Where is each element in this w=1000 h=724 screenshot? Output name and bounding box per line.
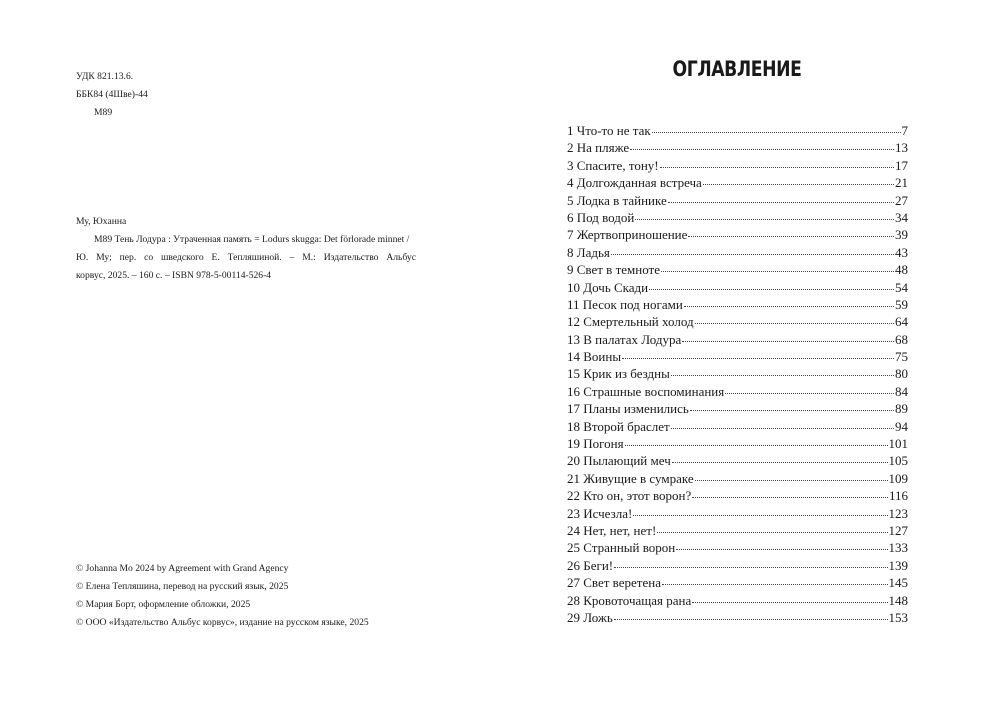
toc-entry[interactable] [567,279,908,296]
toc-entry[interactable] [567,365,908,382]
toc-entry[interactable] [567,139,908,156]
dot-leader [625,445,888,446]
toc-entry[interactable] [567,261,908,278]
toc-entry[interactable] [567,505,908,522]
toc-entry-page: 39 [895,227,908,243]
toc-entry-label: 26 Беги! [567,557,614,573]
dot-leader [649,289,894,290]
toc-entry[interactable] [567,609,908,626]
toc-entry[interactable] [567,574,908,591]
toc-entry-label: 20 Пылающий меч [567,453,671,469]
toc-entry-page: 7 [901,123,908,138]
bbk-code: ББК84 (4Шве)-44 [76,89,148,100]
toc-entry-page: 139 [888,557,908,573]
toc-entry[interactable] [567,296,908,313]
toc-entry-page: 84 [895,383,908,399]
toc-entry-label: 25 Странный ворон [567,540,676,556]
udk-code: УДК 821.13.6. [76,71,134,82]
toc-entry[interactable] [567,418,908,435]
dot-leader [633,515,887,516]
dot-leader [690,410,894,411]
toc-entry-page: 109 [888,470,908,486]
dot-leader [635,219,894,220]
toc-entry-label: 11 Песок под ногами [567,296,683,312]
dot-leader [688,236,894,237]
toc-entry[interactable] [567,435,908,452]
toc-entry[interactable] [567,539,908,556]
dot-leader [630,149,894,150]
toc-entry[interactable] [567,348,908,365]
toc-entry[interactable] [567,331,908,348]
dot-leader [695,480,888,481]
dot-leader [657,532,887,533]
toc-entry-page: 116 [888,488,908,504]
toc-entry-page: 27 [895,192,908,208]
toc-entry-page: 59 [895,296,908,312]
toc-entry-label: 2 На пляже [567,140,630,156]
dot-leader [660,167,894,168]
toc-entry-page: 105 [888,453,908,469]
toc-entry-label: 12 Смертельный холод [567,314,694,330]
toc-entry[interactable] [567,592,908,609]
toc-entry-page: 21 [895,175,908,191]
dot-leader [695,323,894,324]
toc-entry[interactable] [567,174,908,191]
toc-entry-page: 127 [888,522,908,538]
toc-entry-label: 10 Дочь Скади [567,279,649,295]
toc-entry-page: 43 [895,244,908,260]
toc-entry-page: 64 [895,314,908,330]
dot-leader [614,619,888,620]
toc-entry[interactable] [567,452,908,469]
toc-entry[interactable] [567,226,908,243]
toc-entry-label: 18 Второй браслет [567,418,670,434]
toc-entry-label: 4 Долгожданная встреча [567,175,702,191]
dot-leader [614,567,887,568]
dot-leader [671,375,894,376]
toc-entry-page: 148 [888,592,908,608]
toc-entry-label: 22 Кто он, этот ворон? [567,488,692,504]
dot-leader [692,497,888,498]
toc-entry-page: 54 [895,279,908,295]
toc-entry-label: 14 Воины [567,349,622,365]
table-of-contents [567,122,908,626]
toc-entry-page: 94 [895,418,908,434]
toc-entry[interactable] [567,192,908,209]
toc-entry-label: 24 Нет, нет, нет! [567,522,657,538]
toc-entry-label: 15 Крик из бездны [567,366,670,382]
toc-entry-page: 75 [895,349,908,365]
toc-entry-label: 8 Ладья [567,244,610,260]
toc-entry-label: 27 Свет веретена [567,575,661,591]
toc-entry-label: 19 Погоня [567,436,624,452]
toc-entry-label: 23 Исчезла! [567,505,633,521]
toc-entry-page: 34 [895,209,908,225]
toc-entry-page: 80 [895,366,908,382]
toc-entry-page: 101 [888,436,908,452]
toc-entry-label: 29 Ложь [567,609,613,625]
dot-leader [652,132,901,133]
toc-entry[interactable] [567,522,908,539]
toc-entry-label: 13 В палатах Лодура [567,331,682,347]
toc-entry-label: 16 Страшные воспоминания [567,383,725,399]
dot-leader [661,271,894,272]
toc-entry-label: 17 Планы изменились [567,401,689,417]
toc-entry[interactable] [567,400,908,417]
copyright-line: © Мария Борт, оформление обложки, 2025 [76,599,251,610]
toc-entry-label: 6 Под водой [567,209,635,225]
dot-leader [725,393,894,394]
toc-entry-label: 28 Кровоточащая рана [567,592,692,608]
toc-entry-label: 5 Лодка в тайнике [567,192,667,208]
dot-leader [622,358,894,359]
dot-leader [671,428,894,429]
toc-entry-label: 21 Живущие в сумраке [567,470,694,486]
toc-title: ОГЛАВЛЕНИЕ [672,57,802,81]
toc-entry[interactable] [567,244,908,261]
dot-leader [703,184,894,185]
record-author: Му, Юханна [76,216,127,227]
dot-leader [662,584,888,585]
toc-entry-page: 153 [888,609,908,625]
toc-entry-page: 17 [895,157,908,173]
copyright-line: © Елена Тепляшина, перевод на русский язык, 2025 [76,581,289,592]
toc-entry[interactable] [567,209,908,226]
toc-entry-page: 123 [888,505,908,521]
dot-leader [672,462,888,463]
toc-entry[interactable] [567,157,908,174]
toc-entry[interactable] [567,487,908,504]
copyright-line: © Johanna Mo 2024 by Agreement with Grand Agency [76,563,289,574]
toc-entry[interactable] [567,557,908,574]
record-title-line: М89 Тень Лодура : Утраченная память = Lodurs skugga: Det förlorade minnet / [94,234,410,245]
dot-leader [611,254,894,255]
dot-leader [682,341,894,342]
toc-entry-page: 89 [895,401,908,417]
toc-entry-label: 3 Спасите, тону! [567,157,659,173]
toc-entry-page: 68 [895,331,908,347]
toc-entry-label: 9 Свет в темноте [567,262,660,278]
toc-entry-page: 145 [888,575,908,591]
dot-leader [668,202,894,203]
record-translator-line: Ю. Му; пер. со шведского Е. Тепляшиной. – М.: Издательство Альбус [76,252,416,263]
record-publication-line: корвус, 2025. – 160 с. – ISBN 978-5-00114-526-4 [76,270,272,281]
toc-entry[interactable] [567,122,908,139]
toc-entry[interactable] [567,313,908,330]
toc-entry-label: 7 Жертвоприношение [567,227,688,243]
toc-entry[interactable] [567,383,908,400]
copyright-line: © ООО «Издательство Альбус корвус», издание на русском языке, 2025 [76,617,369,628]
dot-leader [684,306,894,307]
toc-entry[interactable] [567,470,908,487]
toc-entry-page: 48 [895,262,908,278]
toc-entry-label: 1 Что-то не так [567,123,651,138]
author-mark: М89 [94,107,113,118]
dot-leader [692,602,887,603]
dot-leader [676,549,887,550]
toc-entry-page: 13 [895,140,908,156]
toc-entry-page: 133 [888,540,908,556]
